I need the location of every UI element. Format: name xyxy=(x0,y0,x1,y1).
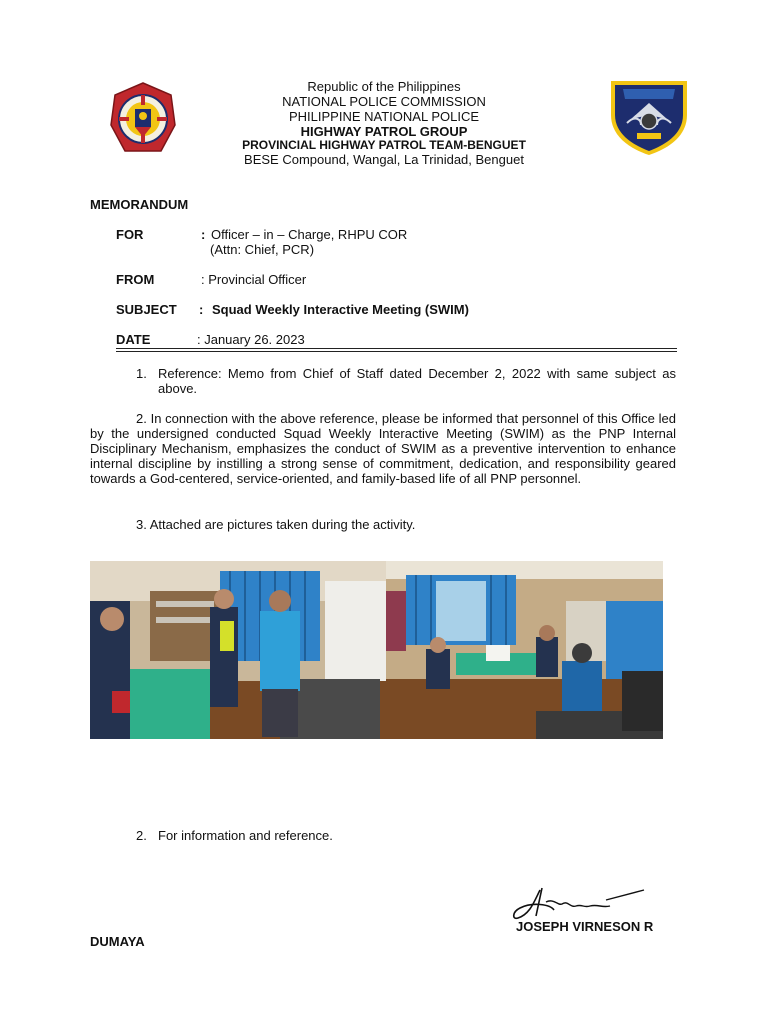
para4-number: 2. xyxy=(136,828,147,843)
para1-number: 1. xyxy=(136,366,147,381)
signatory-name-line1: JOSEPH VIRNESON R xyxy=(516,919,654,934)
header-republic: Republic of the Philippines xyxy=(307,79,461,94)
para4-text: For information and reference. xyxy=(158,828,333,843)
subject-label: SUBJECT xyxy=(116,302,177,317)
header-hpg: HIGHWAY PATROL GROUP xyxy=(300,124,468,139)
header-napolcom: NATIONAL POLICE COMMISSION xyxy=(282,94,486,109)
header-provincial-team: PROVINCIAL HIGHWAY PATROL TEAM-BENGUET xyxy=(242,138,526,152)
for-attn: (Attn: Chief, PCR) xyxy=(210,242,315,257)
subject-colon: : xyxy=(199,302,204,317)
subject-value: Squad Weekly Interactive Meeting (SWIM) xyxy=(212,302,469,317)
for-label: FOR xyxy=(116,227,144,242)
para1-text: Reference: Memo from Chief of Staff dated December 2, 2022 with same subject as above. xyxy=(158,366,676,396)
from-label: FROM xyxy=(116,272,155,287)
date-label: DATE xyxy=(116,332,151,347)
header-address: BESE Compound, Wangal, La Trinidad, Benguet xyxy=(244,152,524,167)
handwritten-signature xyxy=(510,884,650,924)
para2-text: 2. In connection with the above reference, please be informed that personnel of this Office led by the undersigned conducted Squad Weekly Interactive Meeting (SWIM) as the PNP Internal Disciplinary Mechanism, emphasizes the conduct of SWIM as a preventive intervention to enhance internal discipline by instilling a strong sense of commitment, dedication, and responsibility geared towards a God-centered, service-oriented, and family-based life of all PNP personnel. xyxy=(90,411,676,486)
header-pnp: PHILIPPINE NATIONAL POLICE xyxy=(289,109,479,124)
for-value: Officer – in – Charge, RHPU COR xyxy=(211,227,408,242)
memo-title: MEMORANDUM xyxy=(90,197,189,212)
signatory-name-line2: DUMAYA xyxy=(90,934,145,949)
activity-photo-right xyxy=(386,561,663,739)
para3-text: 3. Attached are pictures taken during the activity. xyxy=(136,517,416,532)
for-colon: : xyxy=(201,227,206,242)
date-value: : January 26. 2023 xyxy=(197,332,305,347)
activity-photo-left xyxy=(90,561,386,739)
from-value: : Provincial Officer xyxy=(201,272,307,287)
header-divider-top xyxy=(116,348,677,349)
header-divider-bottom xyxy=(116,351,677,352)
